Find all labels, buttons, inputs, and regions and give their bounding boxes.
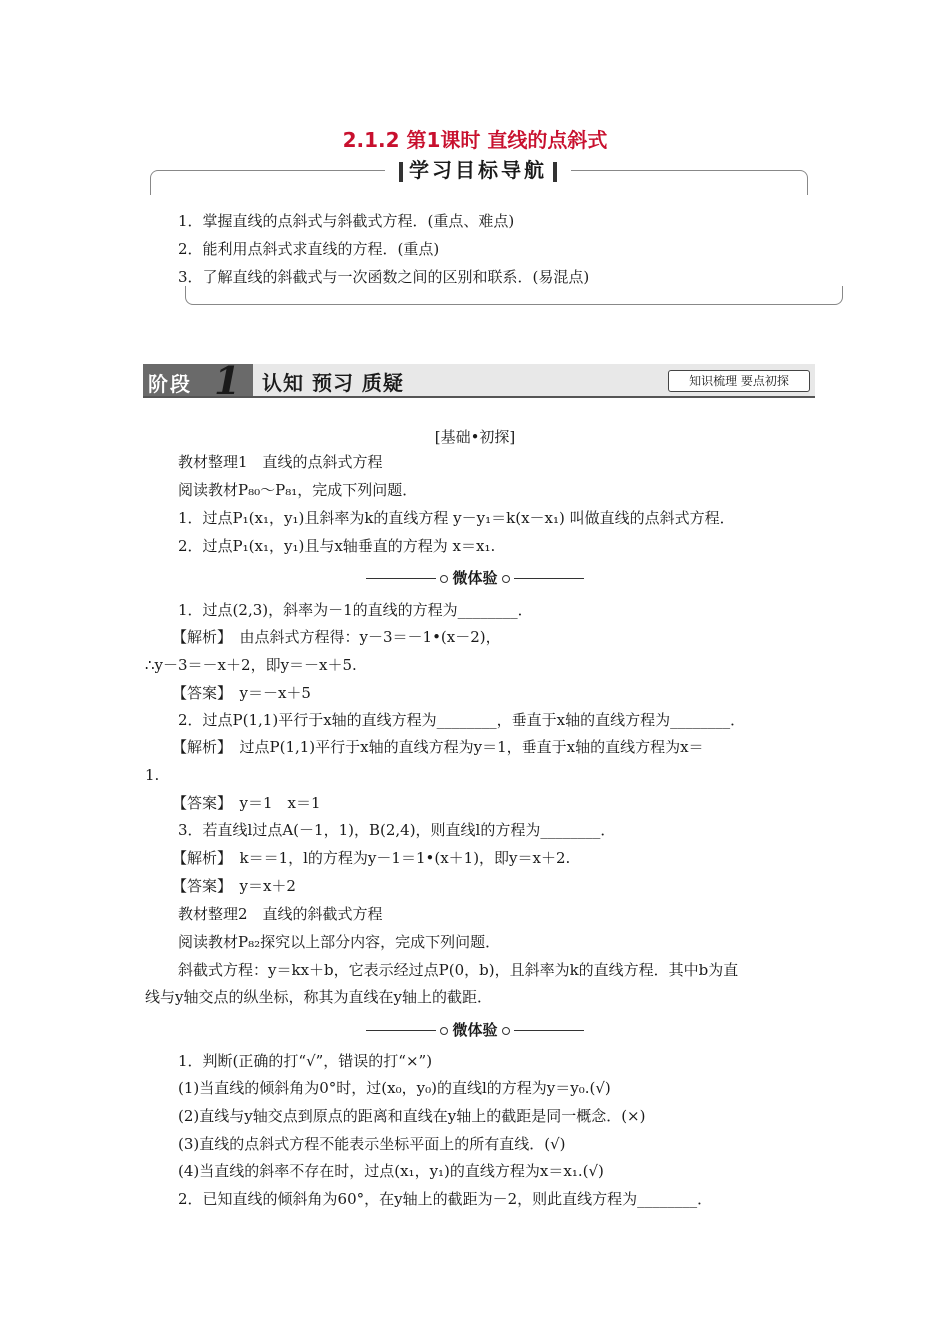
- rule-line: [514, 1030, 584, 1031]
- analysis-line: 【解析】 过点P(1,1)平行于x轴的直线方程为y＝1，垂直于x轴的直线方程为x＝: [172, 738, 704, 756]
- text-line: 2．过点P₁(x₁，y₁)且与x轴垂直的方程为 x＝x₁.: [178, 537, 496, 555]
- micro-experience-heading: [0, 1020, 950, 1040]
- goals-frame-bottom: [185, 286, 843, 305]
- text-line: (3)直线的点斜式方程不能表示坐标平面上的所有直线．(√): [178, 1135, 566, 1153]
- answer-line: 【答案】 y＝－x＋5: [172, 684, 311, 702]
- text-line: 斜截式方程：y＝kx＋b，它表示经过点P(0，b)，且斜率为k的直线方程．其中b为直: [178, 961, 739, 979]
- rule-dot: [502, 1027, 510, 1035]
- page-title: 2.1.2 第1课时 直线的点斜式: [342, 128, 608, 152]
- stage-word: 阶段: [148, 372, 192, 396]
- rule-dot: [502, 575, 510, 583]
- stage-tag: 知识梳理 要点初探: [668, 370, 810, 392]
- stage-title: 认知 预习 质疑: [262, 371, 404, 395]
- goal-item: 1．掌握直线的点斜式与斜截式方程．(重点、难点): [178, 212, 515, 230]
- analysis-line: 【解析】 k＝＝1，l的方程为y－1＝1•(x＋1)，即y＝x＋2.: [172, 849, 571, 867]
- rule-line: [366, 1030, 436, 1031]
- text-line: 线与y轴交点的纵坐标，称其为直线在y轴上的截距．: [145, 988, 492, 1006]
- heading-bar-left: [399, 162, 403, 182]
- question-line: 1．判断(正确的打“√”，错误的打“×”): [178, 1052, 433, 1070]
- section-heading: 教材整理1 直线的点斜式方程: [178, 453, 383, 471]
- question-line: 2．已知直线的倾斜角为60°，在y轴上的截距为－2，则此直线方程为________．: [178, 1190, 713, 1208]
- goals-heading: [385, 154, 571, 183]
- question-line: 1．过点(2,3)，斜率为－1的直线的方程为________．: [178, 601, 533, 619]
- question-line: 3．若直线l过点A(－1，1)，B(2,4)，则直线l的方程为________．: [178, 821, 616, 839]
- rule-line: [366, 578, 436, 579]
- text-line: 1．过点P₁(x₁，y₁)且斜率为k的直线方程 y－y₁＝k(x－x₁) 叫做直线的点斜式方程．: [178, 509, 735, 527]
- analysis-line: 【解析】 由点斜式方程得：y－3＝－1•(x－2)，: [172, 628, 501, 646]
- text-line: 阅读教材P₈₀～P₈₁，完成下列问题．: [178, 481, 418, 499]
- micro-experience-heading: [0, 568, 950, 588]
- section-label: [基础•初探]: [434, 428, 516, 446]
- rule-dot: [440, 575, 448, 583]
- goal-item: 2．能利用点斜式求直线的方程．(重点): [178, 240, 440, 258]
- stage-number: 1: [214, 358, 241, 403]
- answer-line: 【答案】 y＝x＋2: [172, 877, 296, 895]
- micro-experience-label: 微体验: [452, 569, 498, 587]
- text-line: (1)当直线的倾斜角为0°时，过(x₀，y₀)的直线l的方程为y＝y₀.(√): [178, 1079, 611, 1097]
- heading-bar-right: [553, 162, 557, 182]
- rule-line: [514, 578, 584, 579]
- micro-experience-label: 微体验: [452, 1021, 498, 1039]
- section-heading: 教材整理2 直线的斜截式方程: [178, 905, 383, 923]
- goal-item: 3．了解直线的斜截式与一次函数之间的区别和联系．(易混点): [178, 268, 590, 286]
- text-line: 1.: [145, 766, 160, 784]
- rule-dot: [440, 1027, 448, 1035]
- answer-line: 【答案】 y＝1 x＝1: [172, 794, 321, 812]
- question-line: 2．过点P(1,1)平行于x轴的直线方程为________，垂直于x轴的直线方程为________．: [178, 711, 746, 729]
- goals-heading-text: 学习目标导航: [409, 158, 547, 182]
- text-line: (2)直线与y轴交点到原点的距离和直线在y轴上的截距是同一概念．(×): [178, 1107, 646, 1125]
- text-line: ∴y－3＝－x＋2，即y＝－x＋5.: [145, 656, 357, 674]
- text-line: 阅读教材P₈₂探究以上部分内容，完成下列问题．: [178, 933, 501, 951]
- text-line: (4)当直线的斜率不存在时，过点(x₁，y₁)的直线方程为x＝x₁.(√): [178, 1162, 604, 1180]
